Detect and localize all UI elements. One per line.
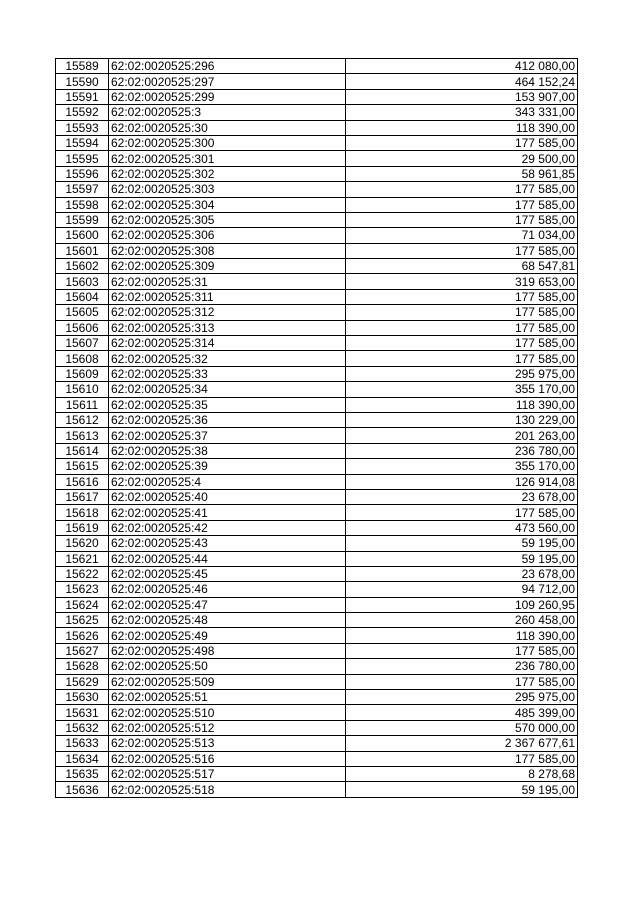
row-number-cell: 15605 xyxy=(56,305,109,320)
row-number-cell: 15625 xyxy=(56,613,109,628)
cadastral-number-cell: 62:02:0020525:518 xyxy=(109,782,346,797)
cadastral-number-cell: 62:02:0020525:41 xyxy=(109,505,346,520)
table-row xyxy=(56,120,578,135)
cadastral-number-cell: 62:02:0020525:509 xyxy=(109,674,346,689)
row-number-cell: 15613 xyxy=(56,428,109,443)
table-row xyxy=(56,443,578,458)
cadastral-number-cell: 62:02:0020525:31 xyxy=(109,274,346,289)
table-row xyxy=(56,643,578,658)
value-cell: 94 712,00 xyxy=(346,582,578,597)
row-number-cell: 15590 xyxy=(56,74,109,89)
cadastral-number-cell: 62:02:0020525:498 xyxy=(109,643,346,658)
row-number-cell: 15599 xyxy=(56,212,109,227)
row-number-cell: 15632 xyxy=(56,720,109,735)
row-number-cell: 15589 xyxy=(56,59,109,74)
table-row xyxy=(56,243,578,258)
table-row xyxy=(56,628,578,643)
cadastral-number-cell: 62:02:0020525:32 xyxy=(109,351,346,366)
table-row xyxy=(56,197,578,212)
row-number-cell: 15635 xyxy=(56,766,109,781)
row-number-cell: 15623 xyxy=(56,582,109,597)
cadastral-number-cell: 62:02:0020525:313 xyxy=(109,320,346,335)
row-number-cell: 15593 xyxy=(56,120,109,135)
value-cell: 8 278,68 xyxy=(346,766,578,781)
row-number-cell: 15619 xyxy=(56,520,109,535)
row-number-cell: 15634 xyxy=(56,751,109,766)
value-cell: 177 585,00 xyxy=(346,305,578,320)
table-row xyxy=(56,412,578,427)
value-cell: 118 390,00 xyxy=(346,628,578,643)
table-row xyxy=(56,489,578,504)
cadastral-number-cell: 62:02:0020525:296 xyxy=(109,59,346,74)
value-cell: 153 907,00 xyxy=(346,89,578,104)
table-row xyxy=(56,274,578,289)
value-cell: 355 170,00 xyxy=(346,382,578,397)
table-row xyxy=(56,690,578,705)
cadastral-number-cell: 62:02:0020525:49 xyxy=(109,628,346,643)
row-number-cell: 15617 xyxy=(56,489,109,504)
row-number-cell: 15602 xyxy=(56,259,109,274)
value-cell: 177 585,00 xyxy=(346,751,578,766)
table-row xyxy=(56,736,578,751)
cadastral-number-cell: 62:02:0020525:314 xyxy=(109,336,346,351)
value-cell: 485 399,00 xyxy=(346,705,578,720)
row-number-cell: 15629 xyxy=(56,674,109,689)
table-row xyxy=(56,166,578,181)
value-cell: 23 678,00 xyxy=(346,566,578,581)
table-row xyxy=(56,428,578,443)
row-number-cell: 15624 xyxy=(56,597,109,612)
cadastral-number-cell: 62:02:0020525:312 xyxy=(109,305,346,320)
value-cell: 295 975,00 xyxy=(346,366,578,381)
table-row xyxy=(56,105,578,120)
value-cell: 177 585,00 xyxy=(346,320,578,335)
row-number-cell: 15610 xyxy=(56,382,109,397)
row-number-cell: 15594 xyxy=(56,135,109,150)
value-cell: 570 000,00 xyxy=(346,720,578,735)
value-cell: 177 585,00 xyxy=(346,182,578,197)
cadastral-number-cell: 62:02:0020525:39 xyxy=(109,459,346,474)
value-cell: 236 780,00 xyxy=(346,443,578,458)
value-cell: 295 975,00 xyxy=(346,690,578,705)
row-number-cell: 15607 xyxy=(56,336,109,351)
table-row xyxy=(56,520,578,535)
row-number-cell: 15627 xyxy=(56,643,109,658)
row-number-cell: 15608 xyxy=(56,351,109,366)
value-cell: 59 195,00 xyxy=(346,536,578,551)
cadastral-number-cell: 62:02:0020525:33 xyxy=(109,366,346,381)
value-cell: 319 653,00 xyxy=(346,274,578,289)
cadastral-number-cell: 62:02:0020525:516 xyxy=(109,751,346,766)
cadastral-number-cell: 62:02:0020525:48 xyxy=(109,613,346,628)
table-row xyxy=(56,459,578,474)
row-number-cell: 15609 xyxy=(56,366,109,381)
cadastral-number-cell: 62:02:0020525:299 xyxy=(109,89,346,104)
cadastral-number-cell: 62:02:0020525:510 xyxy=(109,705,346,720)
value-cell: 59 195,00 xyxy=(346,782,578,797)
cadastral-number-cell: 62:02:0020525:38 xyxy=(109,443,346,458)
table-row xyxy=(56,674,578,689)
value-cell: 343 331,00 xyxy=(346,105,578,120)
value-cell: 71 034,00 xyxy=(346,228,578,243)
row-number-cell: 15604 xyxy=(56,289,109,304)
value-cell: 177 585,00 xyxy=(346,336,578,351)
table-row xyxy=(56,566,578,581)
table-row xyxy=(56,766,578,781)
cadastral-number-cell: 62:02:0020525:512 xyxy=(109,720,346,735)
row-number-cell: 15633 xyxy=(56,736,109,751)
row-number-cell: 15595 xyxy=(56,151,109,166)
row-number-cell: 15600 xyxy=(56,228,109,243)
table-row xyxy=(56,135,578,150)
cadastral-number-cell: 62:02:0020525:305 xyxy=(109,212,346,227)
value-cell: 177 585,00 xyxy=(346,197,578,212)
table-row xyxy=(56,505,578,520)
table-row xyxy=(56,536,578,551)
cadastral-number-cell: 62:02:0020525:36 xyxy=(109,412,346,427)
row-number-cell: 15614 xyxy=(56,443,109,458)
cadastral-number-cell: 62:02:0020525:300 xyxy=(109,135,346,150)
row-number-cell: 15596 xyxy=(56,166,109,181)
value-cell: 177 585,00 xyxy=(346,351,578,366)
cadastral-number-cell: 62:02:0020525:44 xyxy=(109,551,346,566)
row-number-cell: 15615 xyxy=(56,459,109,474)
cadastral-number-cell: 62:02:0020525:35 xyxy=(109,397,346,412)
table-row xyxy=(56,582,578,597)
table-row xyxy=(56,89,578,104)
row-number-cell: 15612 xyxy=(56,412,109,427)
value-cell: 109 260,95 xyxy=(346,597,578,612)
cadastral-number-cell: 62:02:0020525:304 xyxy=(109,197,346,212)
value-cell: 177 585,00 xyxy=(346,674,578,689)
cadastral-number-cell: 62:02:0020525:45 xyxy=(109,566,346,581)
table-row xyxy=(56,397,578,412)
table-row xyxy=(56,551,578,566)
table-body xyxy=(56,59,578,798)
table-row xyxy=(56,613,578,628)
cadastral-number-cell: 62:02:0020525:297 xyxy=(109,74,346,89)
value-cell: 130 229,00 xyxy=(346,412,578,427)
table-row xyxy=(56,151,578,166)
table-row xyxy=(56,228,578,243)
row-number-cell: 15630 xyxy=(56,690,109,705)
table-row xyxy=(56,336,578,351)
row-number-cell: 15621 xyxy=(56,551,109,566)
cadastral-number-cell: 62:02:0020525:513 xyxy=(109,736,346,751)
cadastral-number-cell: 62:02:0020525:47 xyxy=(109,597,346,612)
table-row xyxy=(56,259,578,274)
value-cell: 355 170,00 xyxy=(346,459,578,474)
row-number-cell: 15628 xyxy=(56,659,109,674)
table-row xyxy=(56,474,578,489)
cadastral-number-cell: 62:02:0020525:4 xyxy=(109,474,346,489)
cadastral-number-cell: 62:02:0020525:43 xyxy=(109,536,346,551)
row-number-cell: 15598 xyxy=(56,197,109,212)
value-cell: 118 390,00 xyxy=(346,120,578,135)
cadastral-number-cell: 62:02:0020525:303 xyxy=(109,182,346,197)
table-row xyxy=(56,659,578,674)
cadastral-number-cell: 62:02:0020525:37 xyxy=(109,428,346,443)
cadastral-number-cell: 62:02:0020525:42 xyxy=(109,520,346,535)
row-number-cell: 15611 xyxy=(56,397,109,412)
value-cell: 177 585,00 xyxy=(346,243,578,258)
table-row xyxy=(56,74,578,89)
table-row xyxy=(56,212,578,227)
table-row xyxy=(56,382,578,397)
table-row xyxy=(56,597,578,612)
row-number-cell: 15622 xyxy=(56,566,109,581)
row-number-cell: 15603 xyxy=(56,274,109,289)
cadastral-number-cell: 62:02:0020525:51 xyxy=(109,690,346,705)
table-row xyxy=(56,366,578,381)
cadastral-number-cell: 62:02:0020525:3 xyxy=(109,105,346,120)
value-cell: 473 560,00 xyxy=(346,520,578,535)
value-cell: 58 961,85 xyxy=(346,166,578,181)
value-cell: 412 080,00 xyxy=(346,59,578,74)
row-number-cell: 15626 xyxy=(56,628,109,643)
value-cell: 177 585,00 xyxy=(346,505,578,520)
table-row xyxy=(56,351,578,366)
cadastral-number-cell: 62:02:0020525:517 xyxy=(109,766,346,781)
value-cell: 23 678,00 xyxy=(346,489,578,504)
table-row xyxy=(56,782,578,797)
cadastral-number-cell: 62:02:0020525:50 xyxy=(109,659,346,674)
value-cell: 177 585,00 xyxy=(346,289,578,304)
row-number-cell: 15616 xyxy=(56,474,109,489)
value-cell: 236 780,00 xyxy=(346,659,578,674)
value-cell: 260 458,00 xyxy=(346,613,578,628)
row-number-cell: 15618 xyxy=(56,505,109,520)
value-cell: 126 914,08 xyxy=(346,474,578,489)
value-cell: 118 390,00 xyxy=(346,397,578,412)
value-cell: 177 585,00 xyxy=(346,643,578,658)
table-row xyxy=(56,289,578,304)
cadastral-number-cell: 62:02:0020525:311 xyxy=(109,289,346,304)
cadastral-number-cell: 62:02:0020525:306 xyxy=(109,228,346,243)
value-cell: 201 263,00 xyxy=(346,428,578,443)
value-cell: 59 195,00 xyxy=(346,551,578,566)
cadastral-number-cell: 62:02:0020525:30 xyxy=(109,120,346,135)
value-cell: 177 585,00 xyxy=(346,135,578,150)
row-number-cell: 15606 xyxy=(56,320,109,335)
cadastral-number-cell: 62:02:0020525:301 xyxy=(109,151,346,166)
value-cell: 68 547,81 xyxy=(346,259,578,274)
table-row xyxy=(56,751,578,766)
cadastral-number-cell: 62:02:0020525:40 xyxy=(109,489,346,504)
row-number-cell: 15631 xyxy=(56,705,109,720)
table-row xyxy=(56,720,578,735)
cadastral-number-cell: 62:02:0020525:308 xyxy=(109,243,346,258)
table-row xyxy=(56,705,578,720)
row-number-cell: 15636 xyxy=(56,782,109,797)
row-number-cell: 15597 xyxy=(56,182,109,197)
value-cell: 2 367 677,61 xyxy=(346,736,578,751)
cadastral-value-table xyxy=(55,58,578,798)
value-cell: 464 152,24 xyxy=(346,74,578,89)
cadastral-number-cell: 62:02:0020525:302 xyxy=(109,166,346,181)
row-number-cell: 15620 xyxy=(56,536,109,551)
cadastral-number-cell: 62:02:0020525:46 xyxy=(109,582,346,597)
row-number-cell: 15592 xyxy=(56,105,109,120)
table-row xyxy=(56,59,578,74)
row-number-cell: 15601 xyxy=(56,243,109,258)
table-row xyxy=(56,182,578,197)
table-row xyxy=(56,305,578,320)
row-number-cell: 15591 xyxy=(56,89,109,104)
cadastral-number-cell: 62:02:0020525:309 xyxy=(109,259,346,274)
cadastral-number-cell: 62:02:0020525:34 xyxy=(109,382,346,397)
value-cell: 29 500,00 xyxy=(346,151,578,166)
table-row xyxy=(56,320,578,335)
value-cell: 177 585,00 xyxy=(346,212,578,227)
